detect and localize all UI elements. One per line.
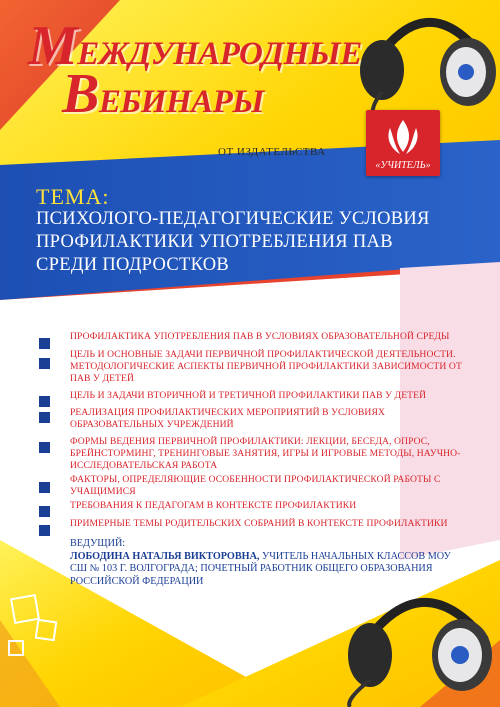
flame-icon (366, 110, 440, 160)
list-item: ЦЕЛЬ И ОСНОВНЫЕ ЗАДАЧИ ПЕРВИЧНОЙ ПРОФИЛАКТИЧЕСКОЙ ДЕЯТЕЛЬНОСТИ. МЕТОДОЛОГИЧЕСКИЕ АСПЕКТЫ ПЕРВИЧНОЙ ПРОФИЛАКТИКИ ЗАВИСИМОСТИ ОТ ПАВ У ДЕТЕЙ (70, 349, 462, 384)
list-item: ПРИМЕРНЫЕ ТЕМЫ РОДИТЕЛЬСКИХ СОБРАНИЙ В КОНТЕКСТЕ ПРОФИЛАКТИКИ (70, 518, 448, 529)
list-bullet (39, 482, 50, 493)
presenter-info (70, 551, 470, 589)
decor-square (10, 594, 40, 624)
list-bullet (39, 412, 50, 423)
list-bullet (39, 525, 50, 536)
list-bullet (39, 338, 50, 349)
list-item: ФОРМЫ ВЕДЕНИЯ ПЕРВИЧНОЙ ПРОФИЛАКТИКИ: ЛЕКЦИИ, БЕСЕДА, ОПРОС, БРЕЙНСТОРМИНГ, ТРЕНИНГОВЫЕ ЗАНЯТИЯ, ИГРЫ И ИГРОВЫЕ МЕТОДЫ, НАУЧНО-ИССЛЕДОВАТЕЛЬСКАЯ РАБОТА (70, 436, 461, 471)
list-item: ЦЕЛЬ И ЗАДАЧИ ВТОРИЧНОЙ И ТРЕТИЧНОЙ ПРОФИЛАКТИКИ ПАВ У ДЕТЕЙ (70, 390, 427, 401)
list-bullet (39, 358, 50, 369)
theme-label: ТЕМА: (36, 184, 110, 209)
title-cap-letter: В (62, 63, 99, 125)
list-bullet (39, 442, 50, 453)
list-item: РЕАЛИЗАЦИЯ ПРОФИЛАКТИЧЕСКИХ МЕРОПРИЯТИЙ В УСЛОВИЯХ ОБРАЗОВАТЕЛЬНЫХ УЧРЕЖДЕНИЙ (70, 407, 385, 430)
presenter-block (70, 538, 470, 588)
list-item: ПРОФИЛАКТИКА УПОТРЕБЛЕНИЯ ПАВ В УСЛОВИЯХ ОБРАЗОВАТЕЛЬНОЙ СРЕДЫ (70, 331, 450, 342)
presenter-name: ЛОБОДИНА НАТАЛЬЯ ВИКТОРОВНА, (70, 550, 260, 562)
logo-text: «УЧИТЕЛЬ» (375, 160, 431, 171)
headset-icon (340, 570, 500, 707)
publisher-label: ОТ ИЗДАТЕЛЬСТВА (218, 146, 326, 158)
title-line-2 (62, 62, 264, 126)
decor-square (35, 619, 58, 642)
list-bullet (39, 506, 50, 517)
title-rest: ЕЖДУНАРОДНЫЕ (77, 36, 362, 72)
theme-text: ПСИХОЛОГО-ПЕДАГОГИЧЕСКИЕ УСЛОВИЯ ПРОФИЛАКТИКИ УПОТРЕБЛЕНИЯ ПАВ СРЕДИ ПОДРОСТКОВ (36, 209, 430, 275)
title-cap-letter: М (28, 15, 78, 77)
presenter-description: УЧИТЕЛЬ НАЧАЛЬНЫХ КЛАССОВ МОУ СШ № 103 Г. ВОЛГОГРАДА; ПОЧЕТНЫЙ РАБОТНИК ОБЩЕГО ОБРАЗОВАНИЯ РОССИЙСКОЙ ФЕДЕРАЦИИ (70, 550, 451, 587)
list-item: ТРЕБОВАНИЯ К ПЕДАГОГАМ В КОНТЕКСТЕ ПРОФИЛАКТИКИ (70, 500, 357, 511)
list-item: ФАКТОРЫ, ОПРЕДЕЛЯЮЩИЕ ОСОБЕННОСТИ ПРОФИЛАКТИЧЕСКОЙ РАБОТЫ С УЧАЩИМИСЯ (70, 474, 441, 497)
title-rest: ЕБИНАРЫ (98, 84, 264, 120)
list-bullet (39, 396, 50, 407)
presenter-label: ВЕДУЩИЙ: (70, 538, 126, 549)
publisher-logo (358, 110, 448, 190)
decor-square (8, 640, 24, 656)
